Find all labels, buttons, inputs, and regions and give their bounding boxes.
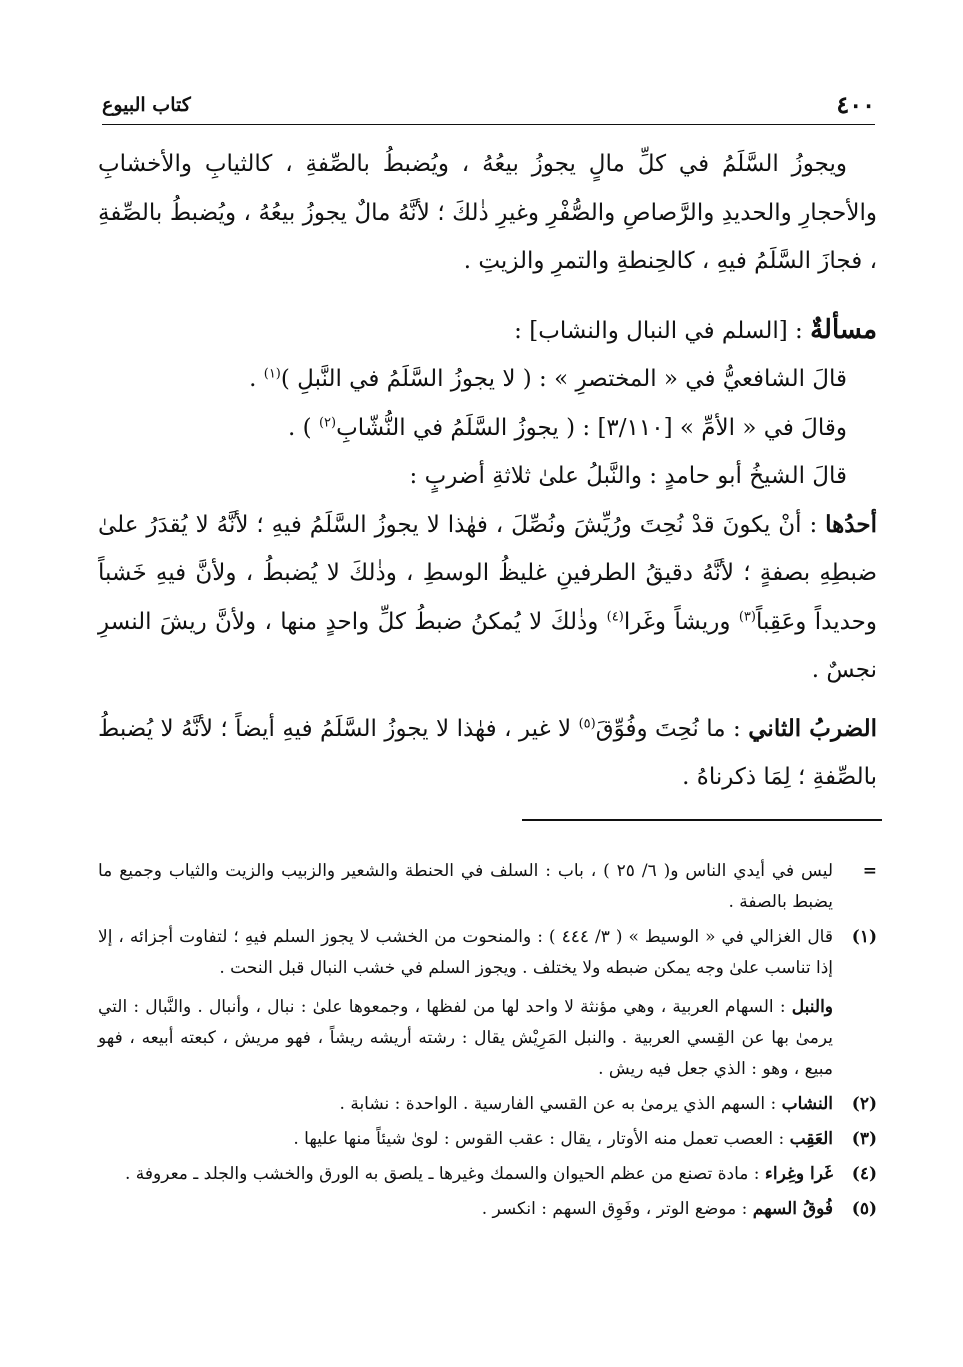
abu-hamid-line: قالَ الشيخُ أبو حامدٍ : والنَّبلُ علىٰ ثلاثةِ أضربٍ : (409, 463, 847, 489)
footnote-4-def: : مادة تصنع من عظم الحيوان والسمك وغيرها ـ يلصق به الورق والخشب والجلد ـ معروفة . (124, 1164, 765, 1184)
footnote-2 (98, 1089, 877, 1120)
first-type-text-a: : أنْ يكونَ قدْ نُحِتَ ورُيِّشَ ونُصِّلَ ، فهٰذا لا يجوزُ السَّلَمُ فيهِ ؛ لأنَّهُ لا يُقدَرُ علىٰ ضبطِهِ بصفةٍ ؛ لأنَّهُ دقيقُ الطرفينِ غليظُ الوسطِ ، وذٰلكَ لا يُضبطُ ، ولأنَّ فيهِ خَشباً وحديداً وعَقِباً (98, 511, 877, 635)
footnote-2-def: : السهم الذي يرمىٰ به عن القسي الفارسية . الواحدة : نشابة . (339, 1094, 782, 1114)
first-type-text-b: وريشاً وغَرا (623, 608, 739, 635)
footnote-3-word: العَقِب (789, 1129, 833, 1149)
footnote-3-marker: (٣) (851, 1129, 877, 1149)
second-type-label: الضربُ الثاني (748, 714, 877, 742)
footnote-4-marker: (٤) (851, 1164, 877, 1184)
page-header (102, 86, 875, 125)
second-type-text-a: : ما نُحِتَ وفُوِّقَ (595, 715, 749, 742)
masala-label: مسألةٌ (810, 314, 877, 345)
footnote-ref-4[interactable]: (٤) (606, 608, 624, 624)
footnote-separator (522, 819, 882, 821)
umm-end: ) . (288, 414, 319, 441)
footnote-5-marker: (٥) (851, 1199, 877, 1219)
footnote-5 (98, 1194, 877, 1225)
page-number: ٤٠٠ (836, 90, 875, 119)
continuation-marker: = (862, 861, 877, 881)
masala-heading (98, 306, 877, 356)
umm-text: وقالَ في « الأمِّ » [٣/١١٠] : ( يجوزُ السَّلَمُ في النُّشّابِ (336, 414, 847, 441)
footnote-2-marker: (٢) (851, 1094, 877, 1114)
shafii-quote (98, 355, 877, 404)
footnote-5-word: فُوقُ السهم (752, 1199, 833, 1219)
footnote-3 (98, 1124, 877, 1155)
footnote-1-def: : السهام العربية ، وهي مؤنثة لا واحد لها من لفظها ، وجمعوها علىٰ : نبال ، وأنبال . والنَّبال : التي يرمىٰ بها عن القِسي العربية . والنبل المَرِيْش يقال : رشته أريشه ريشاً ، فهو مريش ، كبعته أبيعه ، فهو مبيع ، وهو : الذي جعل فيه ريش . (98, 997, 833, 1079)
continuation-text: ليس في أيدي الناس و( ٦/ ٢٥ ) ، باب : السلف في الحنطة والشعير والزبيب والزيت والثياب وجميع ما يضبط بالصفة . (98, 861, 833, 912)
footnote-3-def: : العصب تعمل منه الأوتار ، يقال : عقب القوس : لوىٰ شيئاً منها عليها . (293, 1129, 790, 1149)
footnotes (98, 856, 877, 1225)
intro-paragraph: ويجوزُ السَّلَمُ في كلِّ مالٍ يجوزُ بيعُهُ ، ويُضبطُ بالصِّفةِ ، كالثيابِ والأخشابِ والأحجارِ والحديدِ والرَّصاصِ والصُّفْرِ وغيرِ ذٰلكَ ؛ لأنَّهُ مالٌ يجوزُ بيعُهُ ، ويُضبطُ بالصِّفةِ ، فجازَ السَّلَمُ فيهِ ، كالحِنطةِ والتمرِ والزيتِ . (98, 151, 877, 274)
footnote-5-def: : موضع الوتر ، وفَوِق السهم : انكسر . (481, 1199, 753, 1219)
footnote-1-marker: (١) (851, 927, 877, 947)
second-type-text-b: لا غير ، فهٰذا لا يجوزُ السَّلَمُ فيهِ أيضاً ؛ لأنَّهُ لا يُضبطُ بالصِّفةِ ؛ لِمَا ذكرناهُ . (98, 715, 877, 790)
footnote-1-text: قال الغزالي في « الوسيط » ( ٣/ ٤٤٤ ) : والمنحوت من الخشب لا يجوز السلم فيهِ ؛ لتفاوت أجزائه ، إلا إذا تناسب علىٰ وجه يمكن ضبطه ولا يختلف . ويجوز السلم في خشب النبال قبل النحت . (98, 927, 833, 978)
footnote-1-word: والنبل (791, 997, 833, 1017)
footnote-ref-2[interactable]: (٢) (318, 414, 337, 430)
footnote-4-word: غَرا وغِراء (764, 1164, 833, 1184)
footnote-4 (98, 1159, 877, 1190)
footnote-2-word: النشاب (781, 1094, 833, 1114)
first-type-label: أحدُها (825, 510, 877, 538)
footnote-1-definition (98, 992, 877, 1085)
shafii-text: قالَ الشافعيُّ في « المختصرِ » : ( لا يجوزُ السَّلَمُ في النَّبلِ ) (280, 366, 847, 392)
footnote-ref-5[interactable]: (٥) (578, 715, 596, 731)
umm-quote (98, 404, 877, 453)
footnote-continuation (98, 856, 877, 918)
first-type-text-c: وذٰلكَ لا يُمكنُ ضبطُ كلِّ واحدٍ منها ، ولأنَّ ريشَ النسرِ نجسٌ . (98, 608, 877, 683)
shafii-end: . (249, 366, 264, 392)
footnote-1 (98, 922, 877, 984)
masala-title: : [السلم في النبال والنشاب] : (514, 317, 803, 344)
footnote-ref-3[interactable]: (٣) (738, 608, 756, 624)
footnote-ref-1[interactable]: (١) (263, 366, 281, 382)
main-text (98, 140, 877, 802)
first-type-paragraph (98, 501, 877, 695)
second-type-paragraph (98, 705, 877, 802)
book-title: كتاب البيوع (102, 94, 191, 116)
